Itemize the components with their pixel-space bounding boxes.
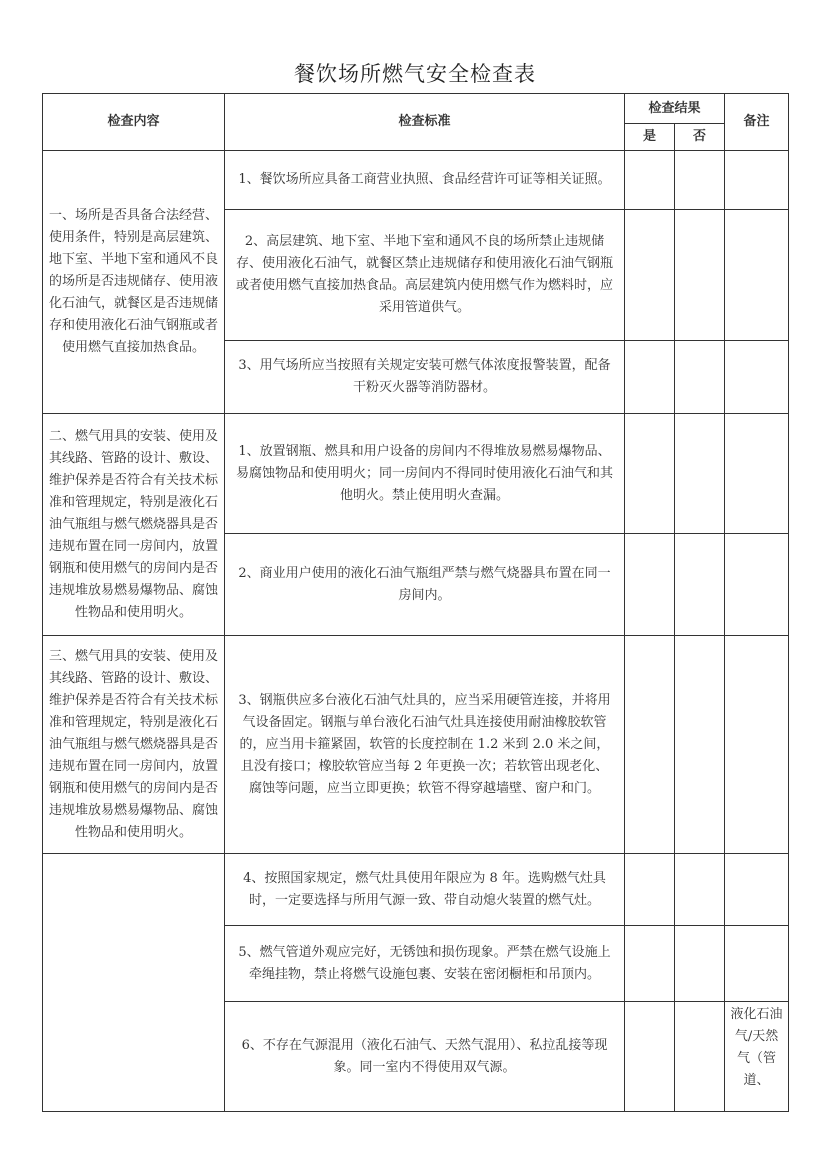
section-1-content: 一、场所是否具备合法经营、使用条件，特别是高层建筑、地下室、半地下室和通风不良的场所是否违规储存、使用液化石油气，就餐区是否违规储存和使用液化石油气钢瓶或者使用燃气直接加热食品。	[43, 151, 225, 414]
no-cell[interactable]	[675, 636, 725, 854]
note-cell[interactable]	[725, 534, 789, 636]
note-cell[interactable]	[725, 854, 789, 926]
yes-cell[interactable]	[625, 636, 675, 854]
yes-cell[interactable]	[625, 341, 675, 414]
no-cell[interactable]	[675, 341, 725, 414]
section-3-content: 三、燃气用具的安装、使用及其线路、管路的设计、敷设、维护保养是否符合有关技术标准和管理规定，特别是液化石油气瓶组与燃气燃烧器具是否违规布置在同一房间内，放置钢瓶和使用燃气的房间内是否违规堆放易燃易爆物品、腐蚀性物品和使用明火。	[43, 636, 225, 854]
no-cell[interactable]	[675, 414, 725, 534]
yes-cell[interactable]	[625, 534, 675, 636]
note-cell[interactable]	[725, 341, 789, 414]
table-row	[43, 636, 789, 854]
gas-type-note: 液化石油气/天然气（管道、	[725, 1002, 789, 1112]
no-cell[interactable]	[675, 534, 725, 636]
section-2-content: 二、燃气用具的安装、使用及其线路、管路的设计、敷设、维护保养是否符合有关技术标准和管理规定，特别是液化石油气瓶组与燃气燃烧器具是否违规布置在同一房间内，放置钢瓶和使用燃气的房间内是否违规堆放易燃易爆物品、腐蚀性物品和使用明火。	[43, 414, 225, 636]
yes-cell[interactable]	[625, 210, 675, 341]
standard-4-1: 4、按照国家规定，燃气灶具使用年限应为 8 年。选购燃气灶具时，一定要选择与所用气源一致、带自动熄火装置的燃气灶。	[225, 854, 625, 926]
table-row	[43, 414, 789, 534]
note-cell[interactable]	[725, 414, 789, 534]
header-result: 检查结果	[625, 94, 725, 124]
no-cell[interactable]	[675, 151, 725, 210]
standard-1-3: 3、用气场所应当按照有关规定安装可燃气体浓度报警装置，配备干粉灭火器等消防器材。	[225, 341, 625, 414]
section-4-content	[43, 854, 225, 1112]
note-cell[interactable]	[725, 210, 789, 341]
yes-cell[interactable]	[625, 926, 675, 1002]
standard-1-1: 1、餐饮场所应具备工商营业执照、食品经营许可证等相关证照。	[225, 151, 625, 210]
standard-2-2: 2、商业用户使用的液化石油气瓶组严禁与燃气烧器具布置在同一房间内。	[225, 534, 625, 636]
yes-cell[interactable]	[625, 1002, 675, 1112]
standard-4-3: 6、不存在气源混用（液化石油气、天然气混用）、私拉乱接等现象。同一室内不得使用双气源。	[225, 1002, 625, 1112]
no-cell[interactable]	[675, 926, 725, 1002]
note-cell[interactable]	[725, 636, 789, 854]
inspection-table	[42, 93, 789, 1112]
table-row	[43, 151, 789, 210]
note-cell[interactable]	[725, 926, 789, 1002]
header-note: 备注	[725, 94, 789, 151]
table-row	[43, 854, 789, 926]
page-title: 餐饮场所燃气安全检查表	[294, 62, 536, 86]
header-standard: 检查标准	[225, 94, 625, 151]
yes-cell[interactable]	[625, 854, 675, 926]
standard-2-1: 1、放置钢瓶、燃具和用户设备的房间内不得堆放易燃易爆物品、易腐蚀物品和使用明火；同一房间内不得同时使用液化石油气和其他明火。禁止使用明火查漏。	[225, 414, 625, 534]
header-content: 检查内容	[43, 94, 225, 151]
header-row	[43, 94, 789, 124]
no-cell[interactable]	[675, 854, 725, 926]
note-cell[interactable]	[725, 151, 789, 210]
standard-3-1: 3、钢瓶供应多台液化石油气灶具的，应当采用硬管连接，并将用气设备固定。钢瓶与单台液化石油气灶具连接使用耐油橡胶软管的，应当用卡箍紧固，软管的长度控制在 1.2 米到 2.0 米之间，且没有接口；橡胶软管应当每 2 年更换一次；若软管出现老化、腐蚀等问题，应当立即更换；软管不得穿越墙壁、窗户和门。	[225, 636, 625, 854]
standard-4-2: 5、燃气管道外观应完好，无锈蚀和损伤现象。严禁在燃气设施上牵绳挂物，禁止将燃气设施包裹、安装在密闭橱柜和吊顶内。	[225, 926, 625, 1002]
no-cell[interactable]	[675, 1002, 725, 1112]
header-yes: 是	[625, 124, 675, 151]
yes-cell[interactable]	[625, 414, 675, 534]
no-cell[interactable]	[675, 210, 725, 341]
standard-1-2: 2、高层建筑、地下室、半地下室和通风不良的场所禁止违规储存、使用液化石油气，就餐区禁止违规储存和使用液化石油气钢瓶或者使用燃气直接加热食品。高层建筑内使用燃气作为燃料时，应采用管道供气。	[225, 210, 625, 341]
yes-cell[interactable]	[625, 151, 675, 210]
header-no: 否	[675, 124, 725, 151]
